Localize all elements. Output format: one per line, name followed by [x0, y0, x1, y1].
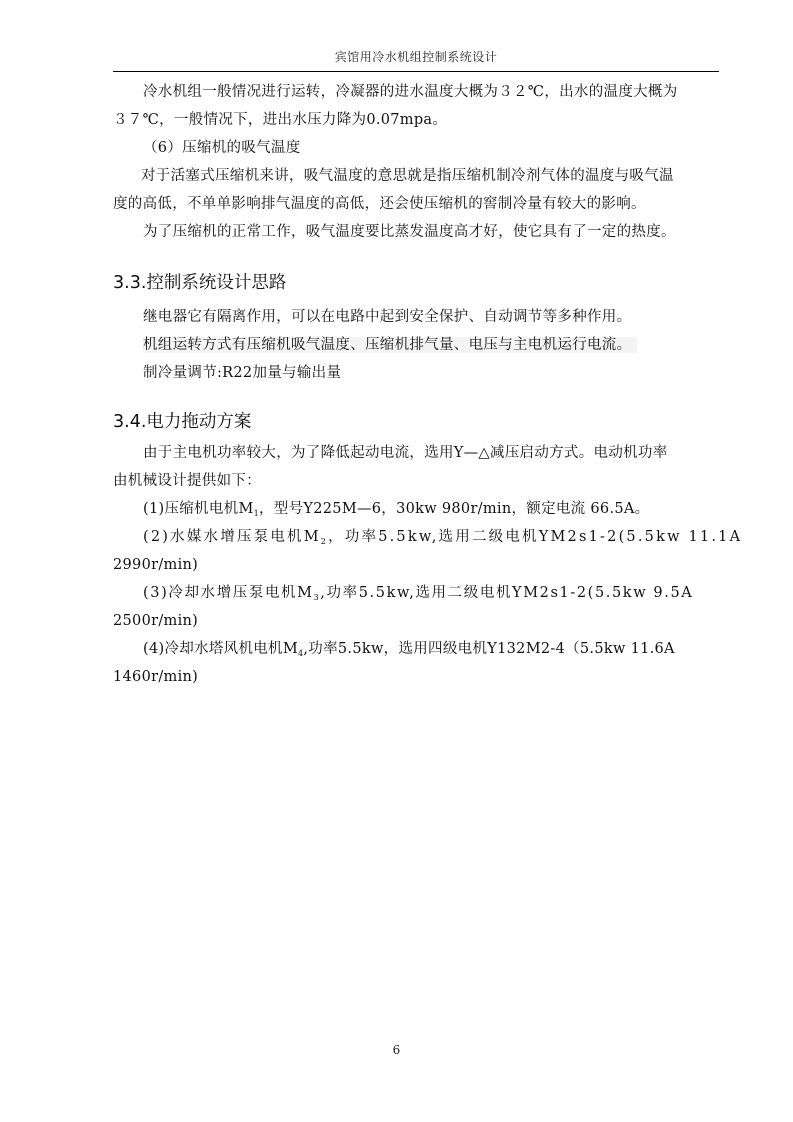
paragraph-line: 2500r/min): [113, 613, 199, 629]
paragraph-line: 由于主电机功率较大，为了降低起动电流，选用Y—△减压启动方式。电动机功率: [143, 445, 668, 461]
item-text: ,功率5.5kw，选用四级电机Y132M2-4（5.5kw 11.6A: [303, 641, 675, 657]
item-text: ,功率5.5kw,选用二级电机YM2s1-2(5.5kw 9.5A: [320, 585, 694, 601]
paragraph-line: ３７℃，一般情况下，进出水压力降为0.07mpa。: [113, 112, 448, 128]
paragraph-line: 2990r/min): [113, 557, 199, 573]
list-item-1: [113, 495, 719, 523]
section-heading-3-4: 3.4.电力拖动方案: [113, 412, 252, 432]
subscript: 3: [313, 593, 321, 602]
paragraph-line: 冷水机组一般情况进行运转，冷凝器的进水温度大概为３２℃，出水的温度大概为: [143, 84, 678, 100]
list-item-6: （6）压缩机的吸气温度: [143, 140, 301, 156]
subscript: 1: [253, 509, 259, 518]
item-text: (4)冷却水塔风机电机M: [143, 641, 298, 657]
highlighted-text: 机组运转方式有压缩机吸气温度、压缩机排气量、电压与主电机运行电流。: [143, 337, 637, 353]
list-item-2: [113, 523, 743, 551]
paragraph-line: 为了压缩机的正常工作，吸气温度要比蒸发温度高才好，使它具有了一定的热度。: [143, 224, 676, 240]
list-item-4: [113, 635, 719, 663]
paragraph-line: 1460r/min): [113, 669, 199, 685]
paragraph-line: 制冷量调节:R22加量与输出量: [143, 365, 342, 381]
section-heading-3-3: 3.3.控制系统设计思路: [113, 273, 287, 293]
paragraph-line: [113, 331, 719, 359]
list-item-3: [113, 579, 719, 607]
item-text: ，型号Y225M—6，30kw 980r/min，额定电流 66.5A。: [258, 501, 650, 517]
item-text: (3)冷却水增压泵电机M: [143, 585, 314, 601]
item-text: (1)压缩机电机M: [143, 501, 254, 517]
header-divider: [113, 71, 719, 72]
paragraph-line: 由机械设计提供如下：: [113, 473, 261, 489]
paragraph-line: 继电器它有隔离作用，可以在电路中起到安全保护、自动调节等多种作用。: [143, 309, 632, 325]
item-text: (2)水媒水增压泵电机M: [143, 529, 321, 545]
paragraph-line: 度的高低，不单单影响排气温度的高低，还会使压缩机的窖制冷量有较大的影响。: [113, 196, 646, 212]
page-content: [113, 78, 743, 691]
item-text: ，功率5.5kw,选用二级电机YM2s1-2(5.5kw 11.1A: [328, 529, 743, 545]
paragraph-line: 对于活塞式压缩机来讲，吸气温度的意思就是指压缩机制冷剂气体的温度与吸气温: [141, 168, 674, 184]
page-header-title: 宾馆用冷水机组控制系统设计: [334, 50, 498, 64]
subscript: 4: [298, 649, 304, 658]
subscript: 2: [320, 537, 329, 546]
page-number: 6: [392, 1043, 401, 1057]
